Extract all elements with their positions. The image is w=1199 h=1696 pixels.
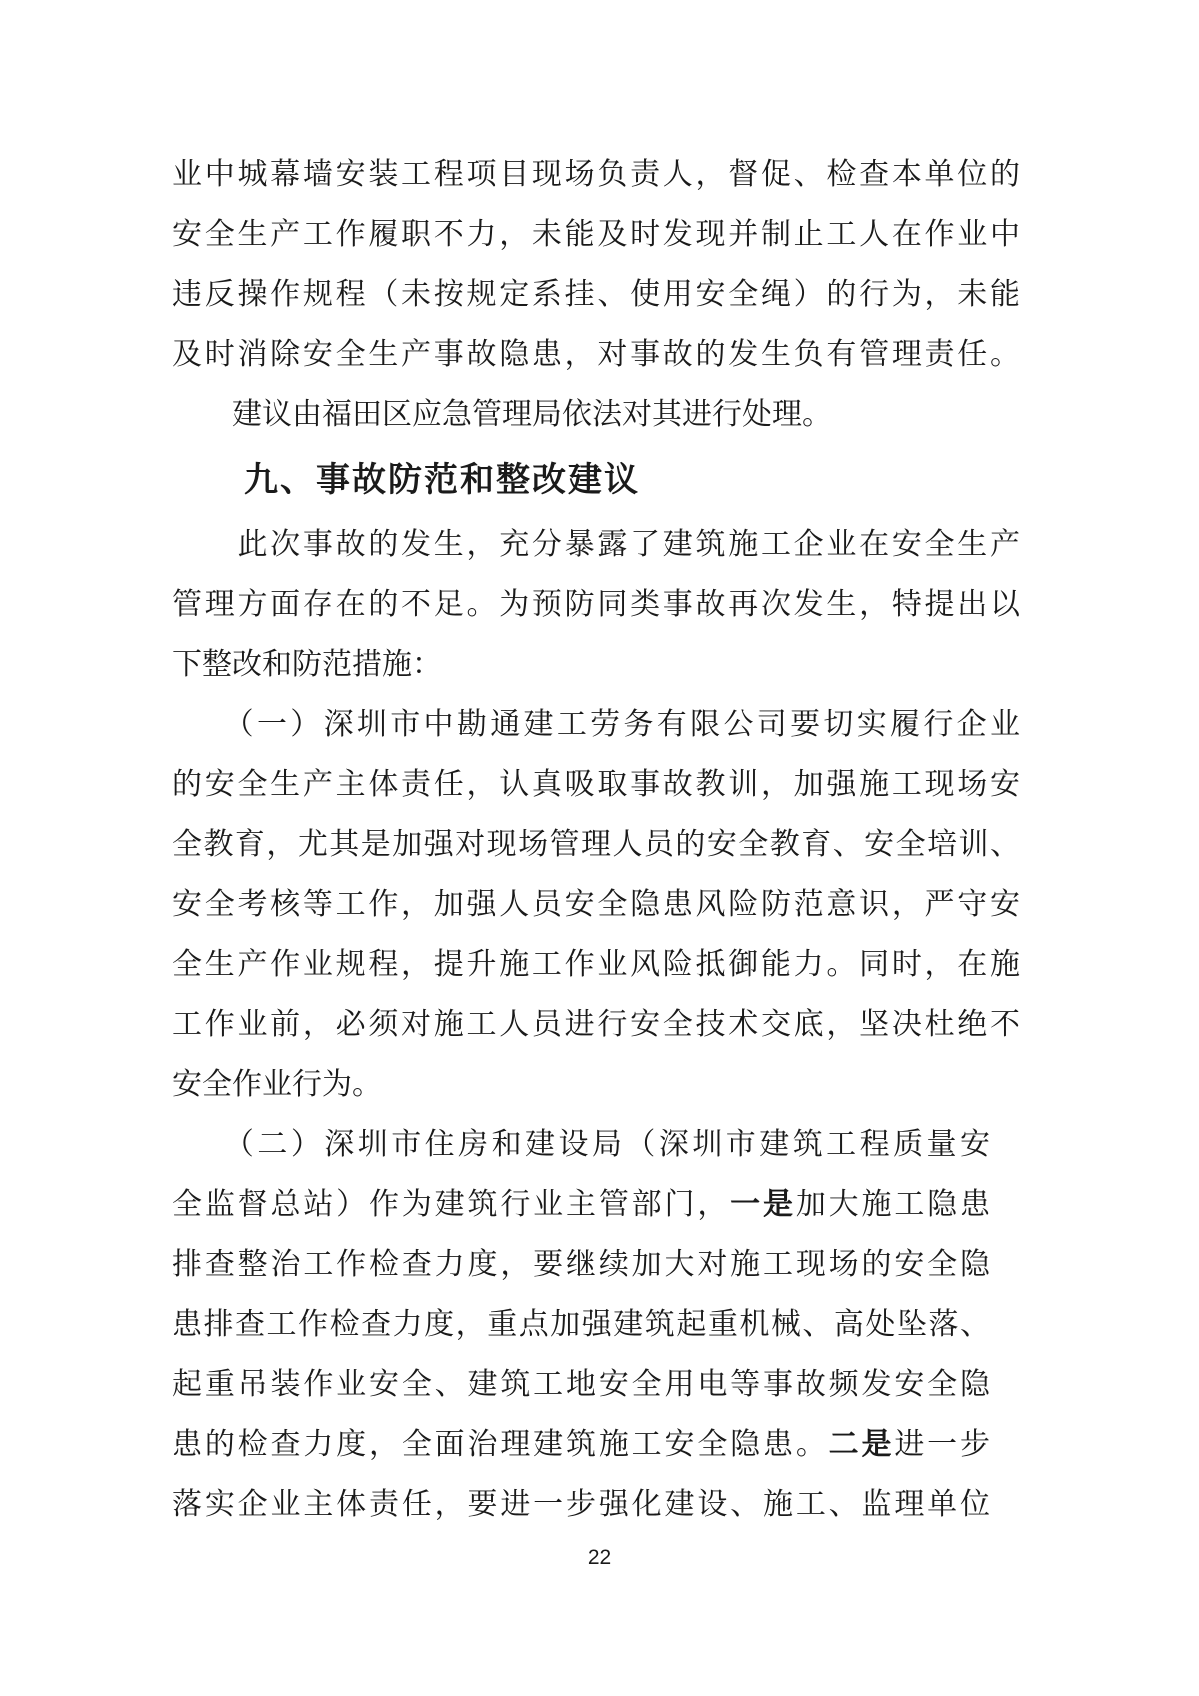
text-line: [172, 1055, 1020, 1115]
text-run: 加大施工隐患: [795, 1188, 991, 1221]
text-line: [172, 1175, 1020, 1235]
text-run: （一）深圳市中勘通建工劳务有限公司要切实履行企业: [172, 708, 1020, 741]
text-line: [172, 695, 1020, 755]
text-run: 管理方面存在的不足。为预防同类事故再次发生，特提出以: [172, 588, 1020, 621]
text-line: [172, 515, 1020, 575]
text-run: 起重吊装作业安全、建筑工地安全用电等事故频发安全隐: [172, 1368, 990, 1401]
emphasis-run: 一是: [730, 1188, 796, 1221]
text-run: 全生产作业规程，提升施工作业风险抵御能力。同时，在施: [172, 948, 1020, 981]
text-line: [172, 1235, 1020, 1295]
text-run: 全教育，尤其是加强对现场管理人员的安全教育、安全培训、: [172, 828, 1020, 861]
text-run: 安全作业行为。: [172, 1068, 382, 1101]
text-line: [172, 875, 1020, 935]
text-run: 的安全生产主体责任，认真吸取事故教训，加强施工现场安: [172, 768, 1020, 801]
text-run: 此次事故的发生，充分暴露了建筑施工企业在安全生产: [172, 528, 1020, 561]
text-line: [172, 265, 1020, 325]
text-line: [172, 935, 1020, 995]
text-line: [172, 755, 1020, 815]
body-paragraph: [172, 1115, 1020, 1535]
text-run: 落实企业主体责任，要进一步强化建设、施工、监理单位: [172, 1488, 990, 1521]
text-run: 工作业前，必须对施工人员进行安全技术交底，坚决杜绝不: [172, 1008, 1020, 1041]
text-run: 患排查工作检查力度，重点加强建筑起重机械、高处坠落、: [172, 1308, 990, 1341]
text-run: 安全考核等工作，加强人员安全隐患风险防范意识，严守安: [172, 888, 1020, 921]
text-line: [172, 1295, 1020, 1355]
emphasis-run: 二是: [828, 1428, 895, 1461]
body-paragraph: [172, 385, 1020, 445]
body-paragraph: [172, 515, 1020, 695]
text-run: 业中城幕墙安装工程项目现场负责人，督促、检查本单位的: [172, 158, 1020, 191]
text-line: [172, 995, 1020, 1055]
page-footer: [0, 1543, 1199, 1573]
text-line: [172, 385, 1020, 445]
text-run: 下整改和防范措施：: [172, 648, 442, 681]
text-line: [172, 1415, 1020, 1475]
text-run: 排查整治工作检查力度，要继续加大对施工现场的安全隐: [172, 1248, 990, 1281]
text-run: 进一步: [894, 1428, 991, 1461]
text-line: [172, 145, 1020, 205]
text-line: [172, 1355, 1020, 1415]
text-run: 全监督总站）作为建筑行业主管部门，: [172, 1188, 731, 1221]
text-line: [172, 325, 1020, 385]
text-run: 违反操作规程（未按规定系挂、使用安全绳）的行为，未能: [172, 278, 1020, 311]
text-line: [172, 1115, 1020, 1175]
text-line: [172, 815, 1020, 875]
text-run: 及时消除安全生产事故隐患，对事故的发生负有管理责任。: [172, 338, 1020, 371]
text-line: [172, 1475, 1020, 1535]
text-run: 患的检查力度，全面治理建筑施工安全隐患。: [172, 1428, 829, 1461]
document-body: [172, 145, 1020, 1535]
text-run: 建议由福田区应急管理局依法对其进行处理。: [172, 398, 832, 431]
text-line: [172, 635, 1020, 695]
section-heading: 九、事故防范和整改建议: [172, 461, 640, 499]
text-run: （二）深圳市住房和建设局（深圳市建筑工程质量安: [172, 1128, 990, 1161]
body-paragraph: [172, 695, 1020, 1115]
text-line: [172, 575, 1020, 635]
text-line: [172, 205, 1020, 265]
body-paragraph: [172, 145, 1020, 385]
text-run: 安全生产工作履职不力，未能及时发现并制止工人在作业中: [172, 218, 1020, 251]
page-number: 22: [587, 1546, 612, 1569]
